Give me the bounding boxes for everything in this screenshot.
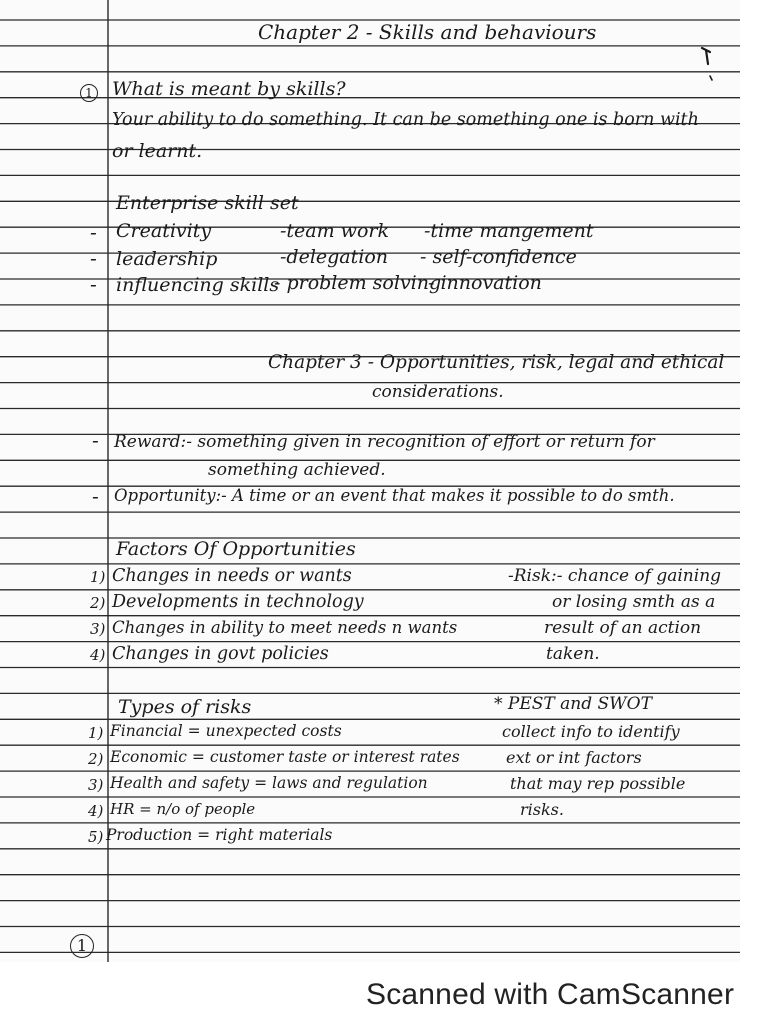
risk-type-number: 1): [88, 724, 104, 742]
pen-mark: [696, 42, 720, 86]
skill-creativity: Creativity: [116, 220, 212, 242]
skill-innovation: - innovation: [428, 272, 542, 294]
skill-influencing: influencing skills: [116, 274, 280, 296]
risk-definition-line1: -Risk:- chance of gaining: [508, 566, 722, 586]
risk-type-item: Production = right materials: [106, 826, 333, 844]
enterprise-bullet: -: [90, 272, 97, 296]
risk-type-number: 5): [88, 828, 104, 846]
factor-item: Changes in ability to meet needs n wants: [112, 618, 458, 637]
pest-swot-line4: that may rep possible: [510, 774, 686, 793]
risk-type-item: Economic = customer taste or interest rates: [110, 748, 460, 766]
factor-item: Changes in govt policies: [112, 644, 329, 664]
pest-swot-line1: * PEST and SWOT: [494, 694, 652, 714]
skill-leadership: leadership: [116, 248, 218, 270]
enterprise-bullet: -: [90, 246, 97, 270]
pest-swot-line2: collect info to identify: [502, 722, 680, 741]
chapter3-title-line2: considerations.: [372, 382, 504, 402]
page-number: [70, 934, 94, 958]
factor-number: 4): [90, 646, 106, 664]
risk-type-number: 2): [88, 750, 104, 768]
reward-definition-line2: something achieved.: [208, 460, 386, 480]
risk-types-heading: Types of risks: [118, 696, 252, 718]
skill-problem-solving: - problem solving: [274, 272, 442, 294]
opportunity-bullet: -: [92, 484, 99, 508]
factor-number: 2): [90, 594, 106, 612]
enterprise-bullet: -: [90, 220, 97, 244]
question-number-circle: 1: [80, 84, 98, 102]
pest-swot-line5: risks.: [520, 800, 564, 819]
skill-self-confidence: - self-confidence: [420, 246, 577, 268]
question-number: [80, 82, 98, 102]
risk-type-number: 4): [88, 802, 104, 820]
question-heading: What is meant by skills?: [112, 78, 346, 100]
risk-type-item: HR = n/o of people: [110, 800, 256, 818]
factors-heading: Factors Of Opportunities: [116, 538, 356, 560]
factor-item: Changes in needs or wants: [112, 566, 352, 586]
enterprise-heading: Enterprise skill set: [116, 192, 299, 214]
risk-definition-line4: taken.: [546, 644, 600, 664]
page-number-circle: 1: [70, 934, 94, 958]
risk-type-item: Health and safety = laws and regulation: [110, 774, 428, 792]
skill-team-work: -team work: [280, 220, 389, 242]
risk-definition-line3: result of an action: [544, 618, 702, 638]
reward-bullet: -: [92, 428, 99, 452]
opportunity-definition: Opportunity:- A time or an event that makes it possible to do smth.: [114, 486, 675, 505]
skill-time-management: -time mangement: [424, 220, 594, 242]
answer-line-2: or learnt.: [112, 140, 203, 162]
chapter2-title: Chapter 2 - Skills and behaviours: [258, 20, 597, 44]
factor-number: 3): [90, 620, 106, 638]
skill-delegation: -delegation: [280, 246, 389, 268]
camscanner-footer: Scanned with CamScanner: [366, 978, 735, 1011]
risk-type-item: Financial = unexpected costs: [110, 722, 342, 740]
pest-swot-line3: ext or int factors: [506, 748, 642, 767]
risk-type-number: 3): [88, 776, 104, 794]
answer-line-1: Your ability to do something. It can be something one is born with: [112, 110, 699, 130]
reward-definition-line1: Reward:- something given in recognition of effort or return for: [114, 432, 655, 452]
factor-number: 1): [90, 568, 106, 586]
risk-definition-line2: or losing smth as a: [552, 592, 716, 612]
factor-item: Developments in technology: [112, 592, 364, 612]
chapter3-title-line1: Chapter 3 - Opportunities, risk, legal and ethical: [268, 352, 725, 373]
